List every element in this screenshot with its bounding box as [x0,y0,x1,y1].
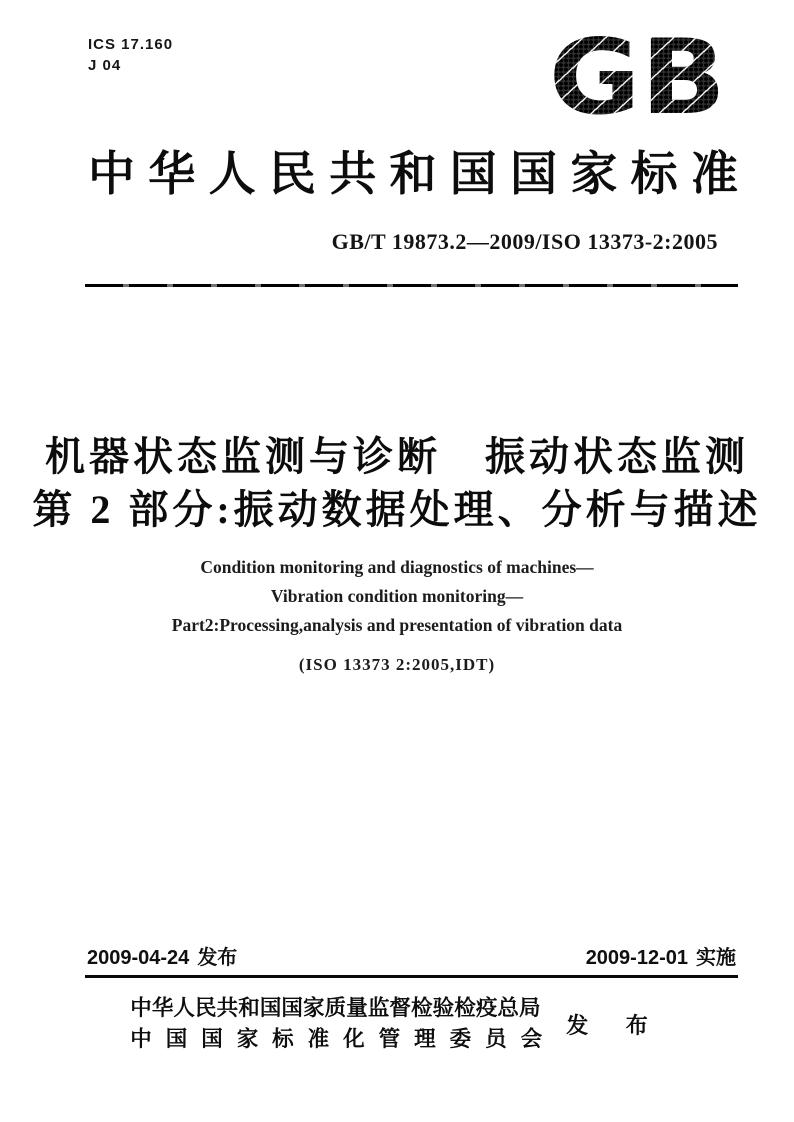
national-standard-heading [88,146,738,204]
authority-line2-char: 中 [130,1027,152,1051]
authority-line2 [130,1024,542,1055]
authority-line2-char: 化 [343,1027,365,1051]
implement-verb: 实施 [696,947,736,969]
implement-date-cell [586,941,736,970]
issue-date-cell [87,941,237,970]
gb-logo: GB [548,18,726,138]
document-title-en-line1: Condition monitoring and diagnostics of machines— [200,557,594,577]
national-standard-heading-char: 人 [208,149,256,201]
issue-verb: 发布 [197,947,238,969]
authority-line2-char: 会 [520,1027,543,1051]
national-standard-heading-char: 国 [510,149,558,201]
national-standard-heading-char: 华 [148,149,196,201]
national-standard-heading-char: 共 [329,149,377,201]
ics-code: ICS 17.160 [88,36,174,53]
document-title-en-line3: Part2:Processing,analysis and presentation of vibration data [171,615,623,635]
authority-line2-char: 员 [485,1027,507,1051]
document-title-zh-line2: 第 2 部分:振动数据处理、分析与描述 [32,487,762,532]
document-title-en [0,553,794,640]
issuing-authorities-footer [0,993,794,1055]
national-standard-heading-char: 国 [449,149,497,201]
authority-line2-char: 管 [378,1027,401,1051]
authority-line2-char: 标 [272,1027,294,1051]
document-title-en-line2: Vibration condition monitoring— [270,586,524,606]
national-standard-heading-char: 和 [389,149,437,201]
authority-names [130,993,542,1055]
issued-by-label: 发 布 [566,1012,664,1038]
implement-date: 2009-12-01 [585,947,688,969]
authority-line2-char: 委 [449,1027,472,1051]
classification-codes [88,34,173,76]
document-title-zh-line1: 机器状态监测与诊断 振动状态监测 [45,434,749,479]
authority-line2-char: 理 [414,1027,436,1051]
national-standard-heading-char: 民 [268,149,316,201]
publication-dates-band [85,941,738,978]
issue-date: 2009-04-24 [87,947,190,969]
authority-line1: 中华人民共和国国家质量监督检验检疫总局 [130,996,541,1020]
document-title-zh [0,430,794,536]
national-standard-heading-char: 中 [88,149,135,201]
doc-class-code: J 04 [88,57,122,74]
authority-line2-char: 国 [201,1027,223,1051]
national-standard-heading-char: 标 [630,149,678,201]
masthead-divider-rule [85,284,738,287]
authority-line2-char: 准 [307,1027,330,1051]
national-standard-heading-char: 家 [570,149,618,201]
authority-line2-char: 家 [236,1027,259,1051]
authority-line2-char: 国 [165,1027,188,1051]
iso-reference: (ISO 13373 2:2005,IDT) [298,655,496,674]
national-standard-heading-char: 准 [690,149,738,201]
standard-number: GB/T 19873.2—2009/ISO 13373-2:2005 [331,229,718,254]
